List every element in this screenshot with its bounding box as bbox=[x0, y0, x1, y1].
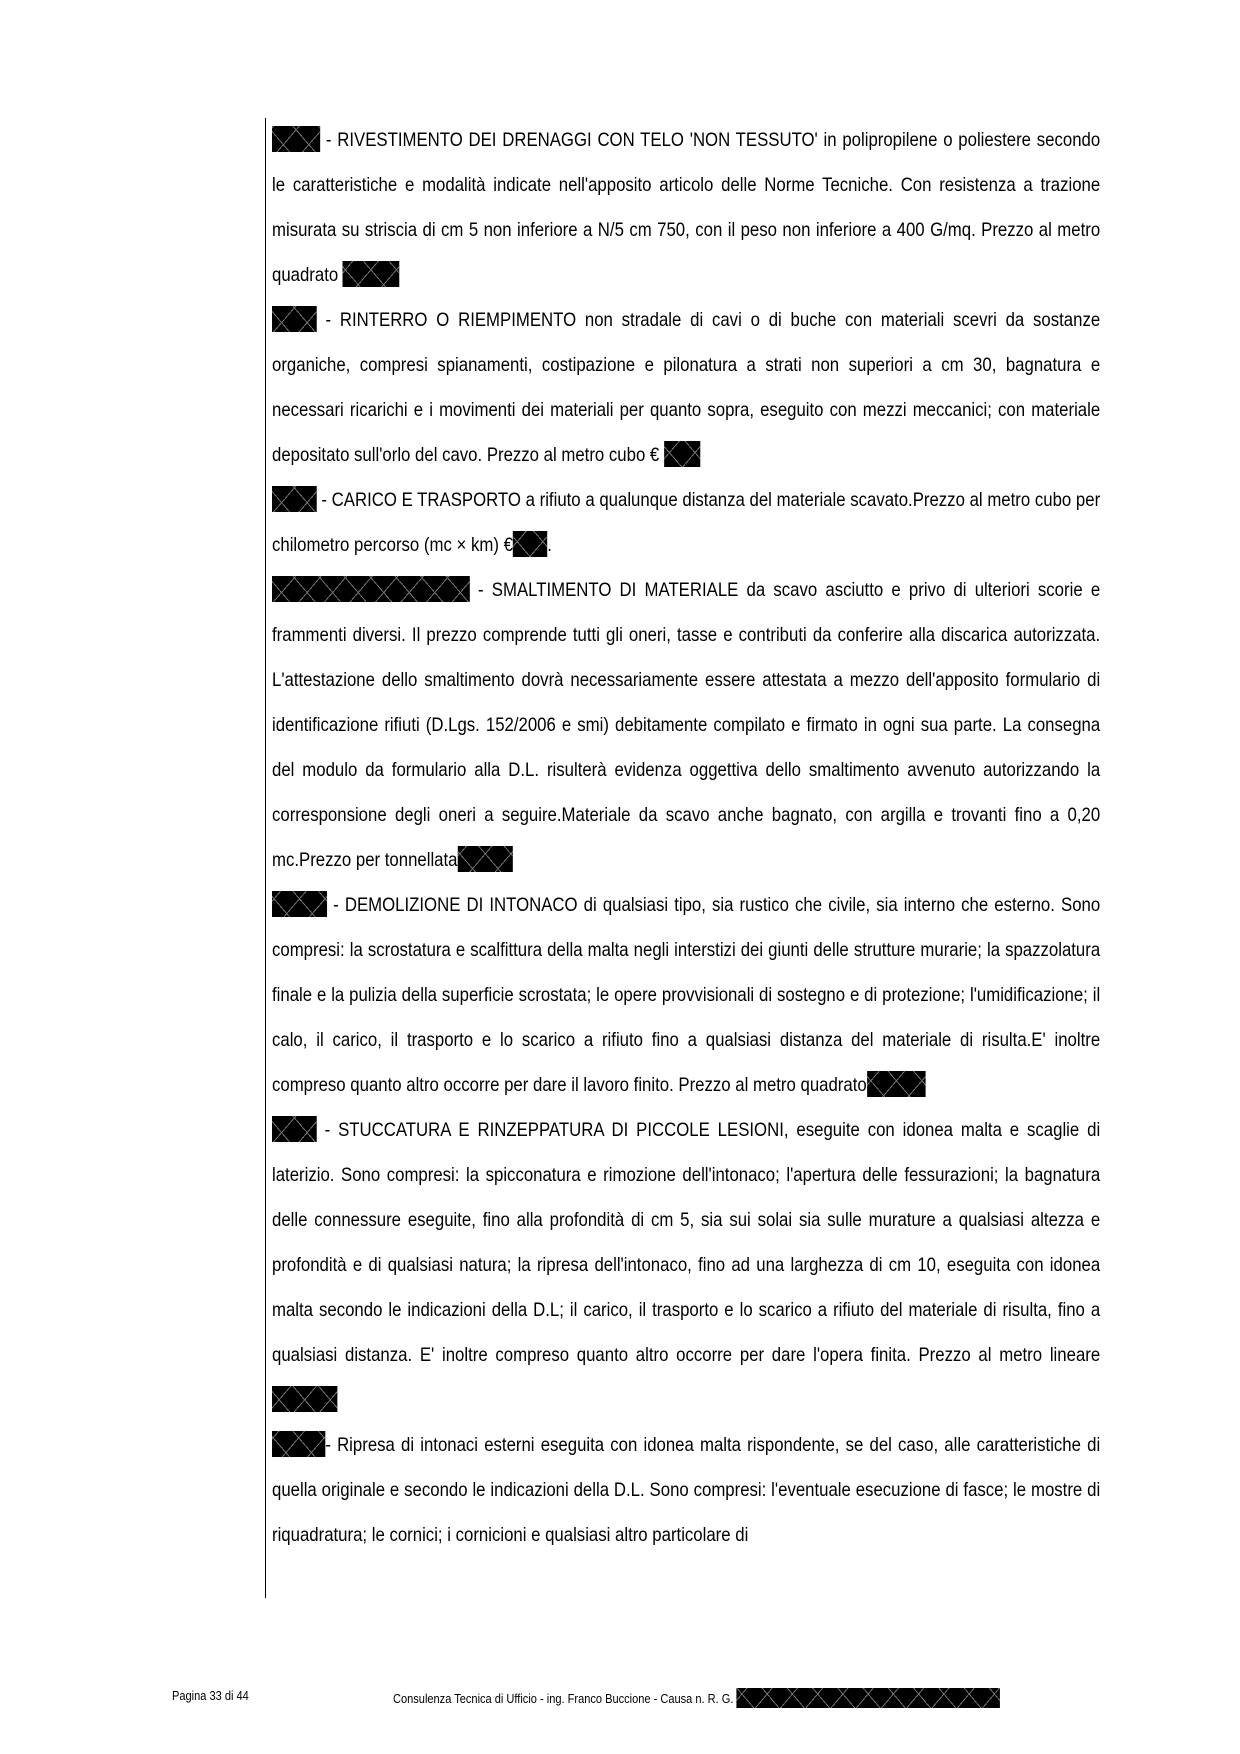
redacted-code bbox=[272, 126, 320, 152]
item-text: - CARICO E TRASPORTO a rifiuto a qualunque distanza del materiale scavato.Prezzo al metro cubo per chilometro percorso (mc × km) € bbox=[272, 489, 1101, 556]
item-text-end: . bbox=[547, 534, 552, 556]
footer-reference bbox=[393, 1688, 1000, 1708]
list-item bbox=[272, 478, 1100, 568]
item-text: - STUCCATURA E RINZEPPATURA DI PICCOLE LESIONI, eseguite con idonea malta e scaglie di laterizio. Sono compresi: la spicconatura e rimozione dell'intonaco; l'apertura delle fessurazioni; la bagnatura delle connessure eseguite, fino alla profondità di cm 5, sia sui solai sia sulle murature a qualsiasi altezza e profondità e di qualsiasi natura; la ripresa dell'intonaco, fino ad una larghezza di cm 10, eseguita con idonea malta secondo le indicazioni della D.L; il carico, il trasporto e lo scarico a rifiuto del materiale di risulta, fino a qualsiasi distanza. E' inoltre compreso quanto altro occorre per dare l'opera finita. Prezzo al metro lineare bbox=[272, 1119, 1101, 1366]
item-text: - DEMOLIZIONE DI INTONACO di qualsiasi tipo, sia rustico che civile, sia interno che esterno. Sono compresi: la scrostatura e scalfittura della malta negli interstizi dei giunti delle strutture murarie; la spazzolatura finale e la pulizia della superficie scrostata; le opere provvisionali di sostegno e di protezione; l'umidificazione; il calo, il carico, il trasporto e lo scarico a rifiuto fino a qualsiasi distanza del materiale di risulta.E' inoltre compreso quanto altro occorre per dare il lavoro finito. Prezzo al metro quadrato bbox=[272, 894, 1101, 1096]
redacted-price bbox=[272, 1386, 337, 1412]
list-item bbox=[272, 1423, 1100, 1558]
item-text: - RIVESTIMENTO DEI DRENAGGI CON TELO 'NON TESSUTO' in polipropilene o poliestere secondo le caratteristiche e modalità indicate nell'apposito articolo delle Norme Tecniche. Con resistenza a trazione misurata su striscia di cm 5 non inferiore a N/5 cm 750, con il peso non inferiore a 400 G/mq. Prezzo al metro quadrato bbox=[272, 129, 1101, 286]
footer-reference-text: Consulenza Tecnica di Ufficio - ing. Franco Buccione - Causa n. R. G. bbox=[393, 1691, 737, 1706]
redacted-code bbox=[272, 891, 327, 917]
redacted-code bbox=[272, 306, 317, 332]
list-item bbox=[272, 1108, 1100, 1423]
list-item bbox=[272, 118, 1100, 298]
redacted-code bbox=[272, 1431, 325, 1457]
redacted-price bbox=[513, 531, 547, 557]
left-margin-rule bbox=[265, 118, 266, 1598]
item-text: - RINTERRO O RIEMPIMENTO non stradale di cavi o di buche con materiali scevri da sostanze organiche, compresi spianamenti, costipazione e pilonatura a strati non superiori a cm 30, bagnatura e necessari ricarichi e i movimenti dei materiali per quanto sopra, eseguito con mezzi meccanici; con materiale depositato sull'orlo del cavo. Prezzo al metro cubo € bbox=[272, 309, 1101, 466]
page-number: Pagina 33 di 44 bbox=[172, 1688, 249, 1703]
redacted-price bbox=[343, 261, 400, 287]
redacted-price bbox=[458, 846, 513, 872]
item-text: - Ripresa di intonaci esterni eseguita con idonea malta rispondente, se del caso, alle caratteristiche di quella originale e secondo le indicazioni della D.L. Sono compresi: l'eventuale esecuzione di fasce; le mostre di riquadratura; le cornici; i cornicioni e qualsiasi altro particolare di bbox=[272, 1434, 1101, 1546]
redacted-case-number bbox=[737, 1688, 1001, 1708]
list-item bbox=[272, 568, 1100, 883]
list-item bbox=[272, 883, 1100, 1108]
redacted-code bbox=[272, 486, 317, 512]
list-item bbox=[272, 298, 1100, 478]
redacted-price bbox=[867, 1071, 925, 1097]
redacted-code bbox=[272, 1116, 317, 1142]
redacted-price bbox=[664, 441, 700, 467]
redacted-code bbox=[272, 576, 470, 602]
document-body bbox=[272, 118, 1100, 1558]
item-text: - SMALTIMENTO DI MATERIALE da scavo asciutto e privo di ulteriori scorie e frammenti diversi. Il prezzo comprende tutti gli oneri, tasse e contributi da conferire alla discarica autorizzata. L'attestazione dello smaltimento dovrà necessariamente essere attestata a mezzo dell'apposito formulario di identificazione rifiuti (D.Lgs. 152/2006 e smi) debitamente compilato e firmato in ogni sua parte. La consegna del modulo da formulario alla D.L. risulterà evidenza oggettiva dello smaltimento avvenuto autorizzando la corresponsione degli oneri a seguire.Materiale da scavo anche bagnato, con argilla e trovanti fino a 0,20 mc.Prezzo per tonnellata bbox=[272, 579, 1101, 871]
